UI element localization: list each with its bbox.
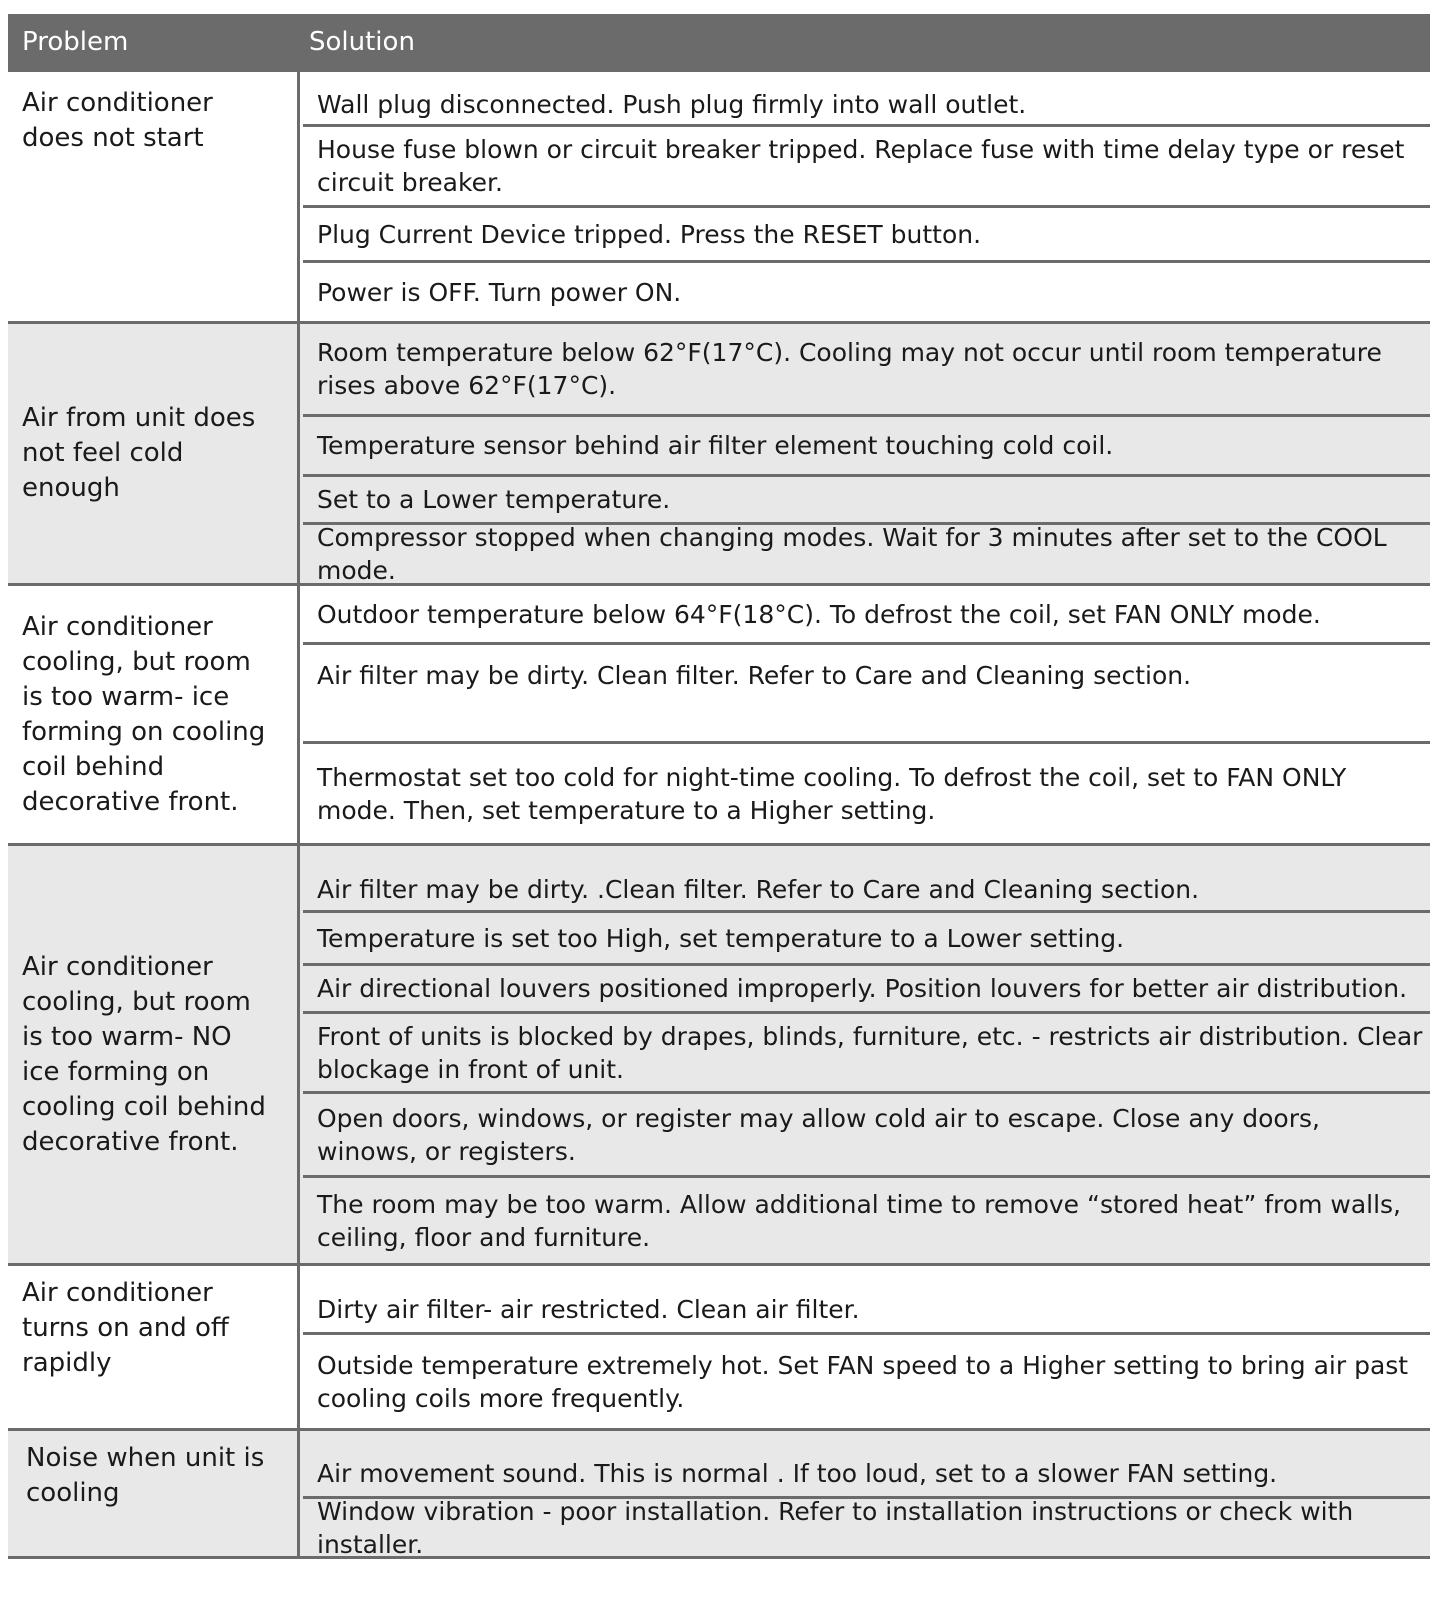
solution-cell: House fuse blown or circuit breaker tripped. Replace fuse with time delay type or reset circuit breaker. xyxy=(303,127,1430,208)
solution-cell: Plug Current Device tripped. Press the RESET button. xyxy=(303,208,1430,263)
table-row xyxy=(8,586,1430,846)
problem-cell: Air conditioner does not start xyxy=(8,72,300,321)
table-row xyxy=(8,1431,1430,1559)
solution-cell: Outdoor temperature below 64°F(18°C). To defrost the coil, set FAN ONLY mode. xyxy=(303,586,1430,645)
solution-cell: Air directional louvers positioned improperly. Position louvers for better air distribution. xyxy=(303,966,1430,1014)
solution-cell: Temperature is set too High, set temperature to a Lower setting. xyxy=(303,913,1430,966)
solution-cell: Compressor stopped when changing modes. Wait for 3 minutes after set to the COOL mode. xyxy=(317,523,1387,585)
solution-cell: Wall plug disconnected. Push plug firmly into wall outlet. xyxy=(303,84,1430,127)
problem-cell: Noise when unit is cooling xyxy=(8,1431,300,1556)
solution-cell: Air filter may be dirty. .Clean filter. Refer to Care and Cleaning section. xyxy=(303,846,1430,913)
solution-cell: Air movement sound. This is normal . If too loud, set to a slower FAN setting. xyxy=(303,1431,1430,1499)
solution-cell: Thermostat set too cold for night-time cooling. To defrost the coil, set to FAN ONLY mode. Then, set temperature to a Higher setting. xyxy=(317,762,1347,825)
solution-cell: The room may be too warm. Allow additional time to remove “stored heat” from walls, ceiling, floor and furniture. xyxy=(317,1189,1402,1252)
solution-cell: Set to a Lower temperature. xyxy=(303,477,1430,525)
solution-cell: Dirty air filter- air restricted. Clean air filter. xyxy=(303,1266,1430,1335)
problem-cell: Air conditioner cooling, but room is too warm- NO ice forming on cooling coil behind decorative front. xyxy=(8,846,300,1263)
solution-cell: Room temperature below 62°F(17°C). Cooling may not occur until room temperature rises above 62°F(17°C). xyxy=(303,324,1430,417)
problem-cell: Air conditioner cooling, but room is too warm- ice forming on cooling coil behind decorative front. xyxy=(8,586,300,843)
troubleshooting-table xyxy=(8,14,1430,1559)
header-solution: Solution xyxy=(309,27,415,57)
solution-cell: Outside temperature extremely hot. Set FAN speed to a Higher setting to bring air past cooling coils more frequently. xyxy=(317,1350,1409,1413)
solution-cell: Window vibration - poor installation. Refer to installation instructions or check with installer. xyxy=(317,1496,1354,1559)
solution-cell: Open doors, windows, or register may allow cold air to escape. Close any doors, winows, or registers. xyxy=(303,1094,1430,1178)
table-header xyxy=(8,14,1430,72)
table-row xyxy=(8,324,1430,586)
table-row xyxy=(8,72,1430,324)
header-problem: Problem xyxy=(22,27,129,57)
problem-cell: Air conditioner turns on and off rapidly xyxy=(8,1266,300,1428)
solution-cell: Air filter may be dirty. Clean filter. Refer to Care and Cleaning section. xyxy=(303,645,1430,744)
table-row xyxy=(8,1266,1430,1431)
solution-cell: Power is OFF. Turn power ON. xyxy=(317,277,682,307)
solution-cell: Temperature sensor behind air filter element touching cold coil. xyxy=(303,417,1430,477)
problem-cell: Air from unit does not feel cold enough xyxy=(8,324,300,583)
solution-cell: Front of units is blocked by drapes, blinds, furniture, etc. - restricts air distribution. Clear blockage in front of unit. xyxy=(303,1014,1430,1094)
table-row xyxy=(8,846,1430,1266)
